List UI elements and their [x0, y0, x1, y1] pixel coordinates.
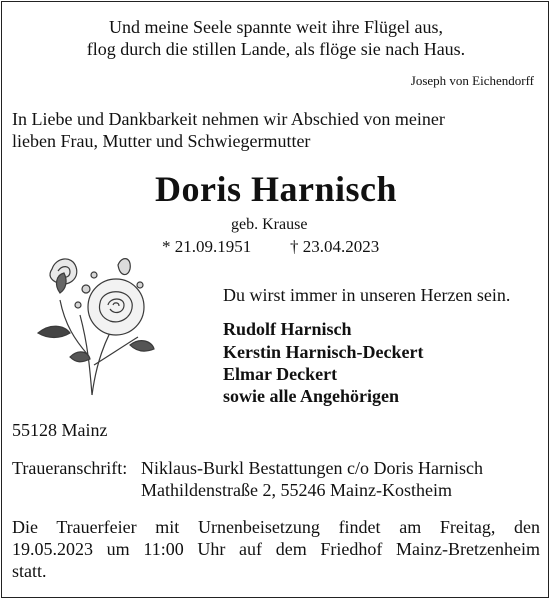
death-date: † 23.04.2023 [290, 237, 380, 256]
mourner-3: Elmar Deckert [223, 364, 338, 384]
city-line: 55128 Mainz [12, 420, 108, 440]
rose-bouquet-icon [30, 245, 166, 397]
mourner-4: sowie alle Angehörigen [223, 386, 399, 406]
mourner-1: Rudolf Harnisch [223, 319, 352, 339]
poem-author: Joseph von Eichendorff [410, 73, 534, 88]
service-line-1: Die Trauerfeier mit Urnenbeisetzung findet am Freitag, den [12, 517, 540, 537]
birth-date: * 21.09.1951 [162, 237, 252, 256]
poem-line-1: Und meine Seele spannte weit ihre Flügel aus, [109, 17, 443, 37]
maiden-name: geb. Krause [231, 216, 308, 233]
intro-line-1: In Liebe und Dankbarkeit nehmen wir Abschied von meiner [12, 109, 445, 129]
intro-line-2: lieben Frau, Mutter und Schwiegermutter [12, 131, 311, 151]
condolence-address-line-1: Niklaus-Burkl Bestattungen c/o Doris Harnisch [141, 458, 483, 478]
condolence-address-label: Traueranschrift: [12, 458, 128, 478]
mourner-2: Kerstin Harnisch-Deckert [223, 342, 424, 362]
service-line-3: statt. [12, 561, 47, 581]
obituary-notice [1, 1, 549, 598]
motto-line: Du wirst immer in unseren Herzen sein. [223, 285, 511, 305]
poem-line-2: flog durch die stillen Lande, als flöge sie nach Haus. [86, 39, 466, 59]
service-line-2: 19.05.2023 um 11:00 Uhr auf dem Friedhof Mainz-Bretzenheim [12, 539, 540, 559]
condolence-address-line-2: Mathildenstraße 2, 55246 Mainz-Kostheim [141, 480, 452, 500]
deceased-name: Doris Harnisch [154, 169, 397, 209]
